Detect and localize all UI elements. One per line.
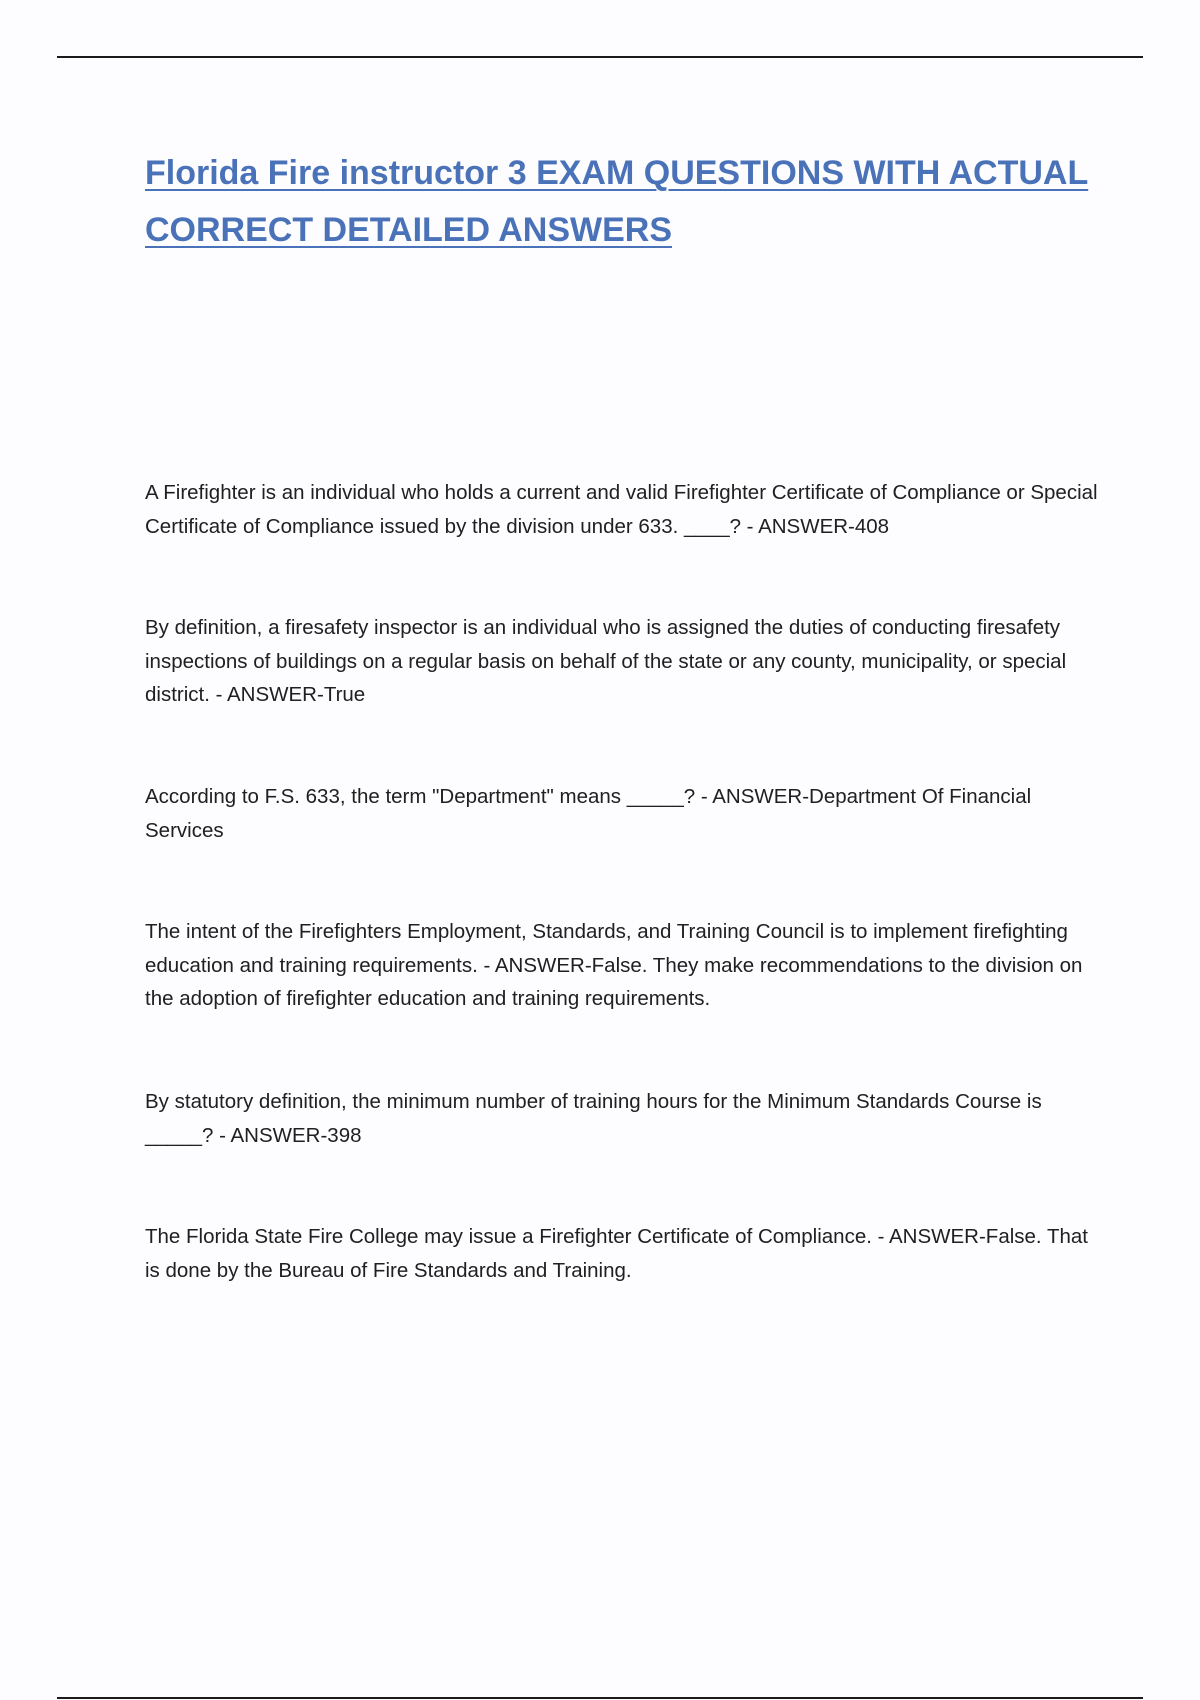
qa-item: The intent of the Firefighters Employment, Standards, and Training Council is to implement firefighting education and training requirements. - ANSWER-False. They make recommendations to the division on the adoption of firefighter education and training requirements. (145, 920, 1083, 1010)
document-title-link[interactable]: Florida Fire instructor 3 EXAM QUESTIONS WITH ACTUAL CORRECT DETAILED ANSWERS (145, 154, 1089, 249)
qa-item: By definition, a firesafety inspector is an individual who is assigned the duties of conducting firesafety inspections of buildings on a regular basis on behalf of the state or any county, municipality, or special district. - ANSWER-True (145, 616, 1067, 706)
footer-rule (57, 1697, 1143, 1699)
qa-item: A Firefighter is an individual who holds a current and valid Firefighter Certificate of Compliance or Special Certificate of Compliance issued by the division under 633. ____? - ANSWER-408 (145, 481, 1098, 538)
header-rule (57, 56, 1143, 58)
qa-item: By statutory definition, the minimum number of training hours for the Minimum Standards Course is _____? - ANSWER-398 (145, 1090, 1042, 1147)
document-title (145, 145, 1095, 259)
qa-item: The Florida State Fire College may issue a Firefighter Certificate of Compliance. - ANSWER-False. That is done by the Bureau of Fire Standards and Training. (145, 1225, 1088, 1282)
qa-item: According to F.S. 633, the term "Department" means _____? - ANSWER-Department Of Financial Services (145, 785, 1032, 842)
